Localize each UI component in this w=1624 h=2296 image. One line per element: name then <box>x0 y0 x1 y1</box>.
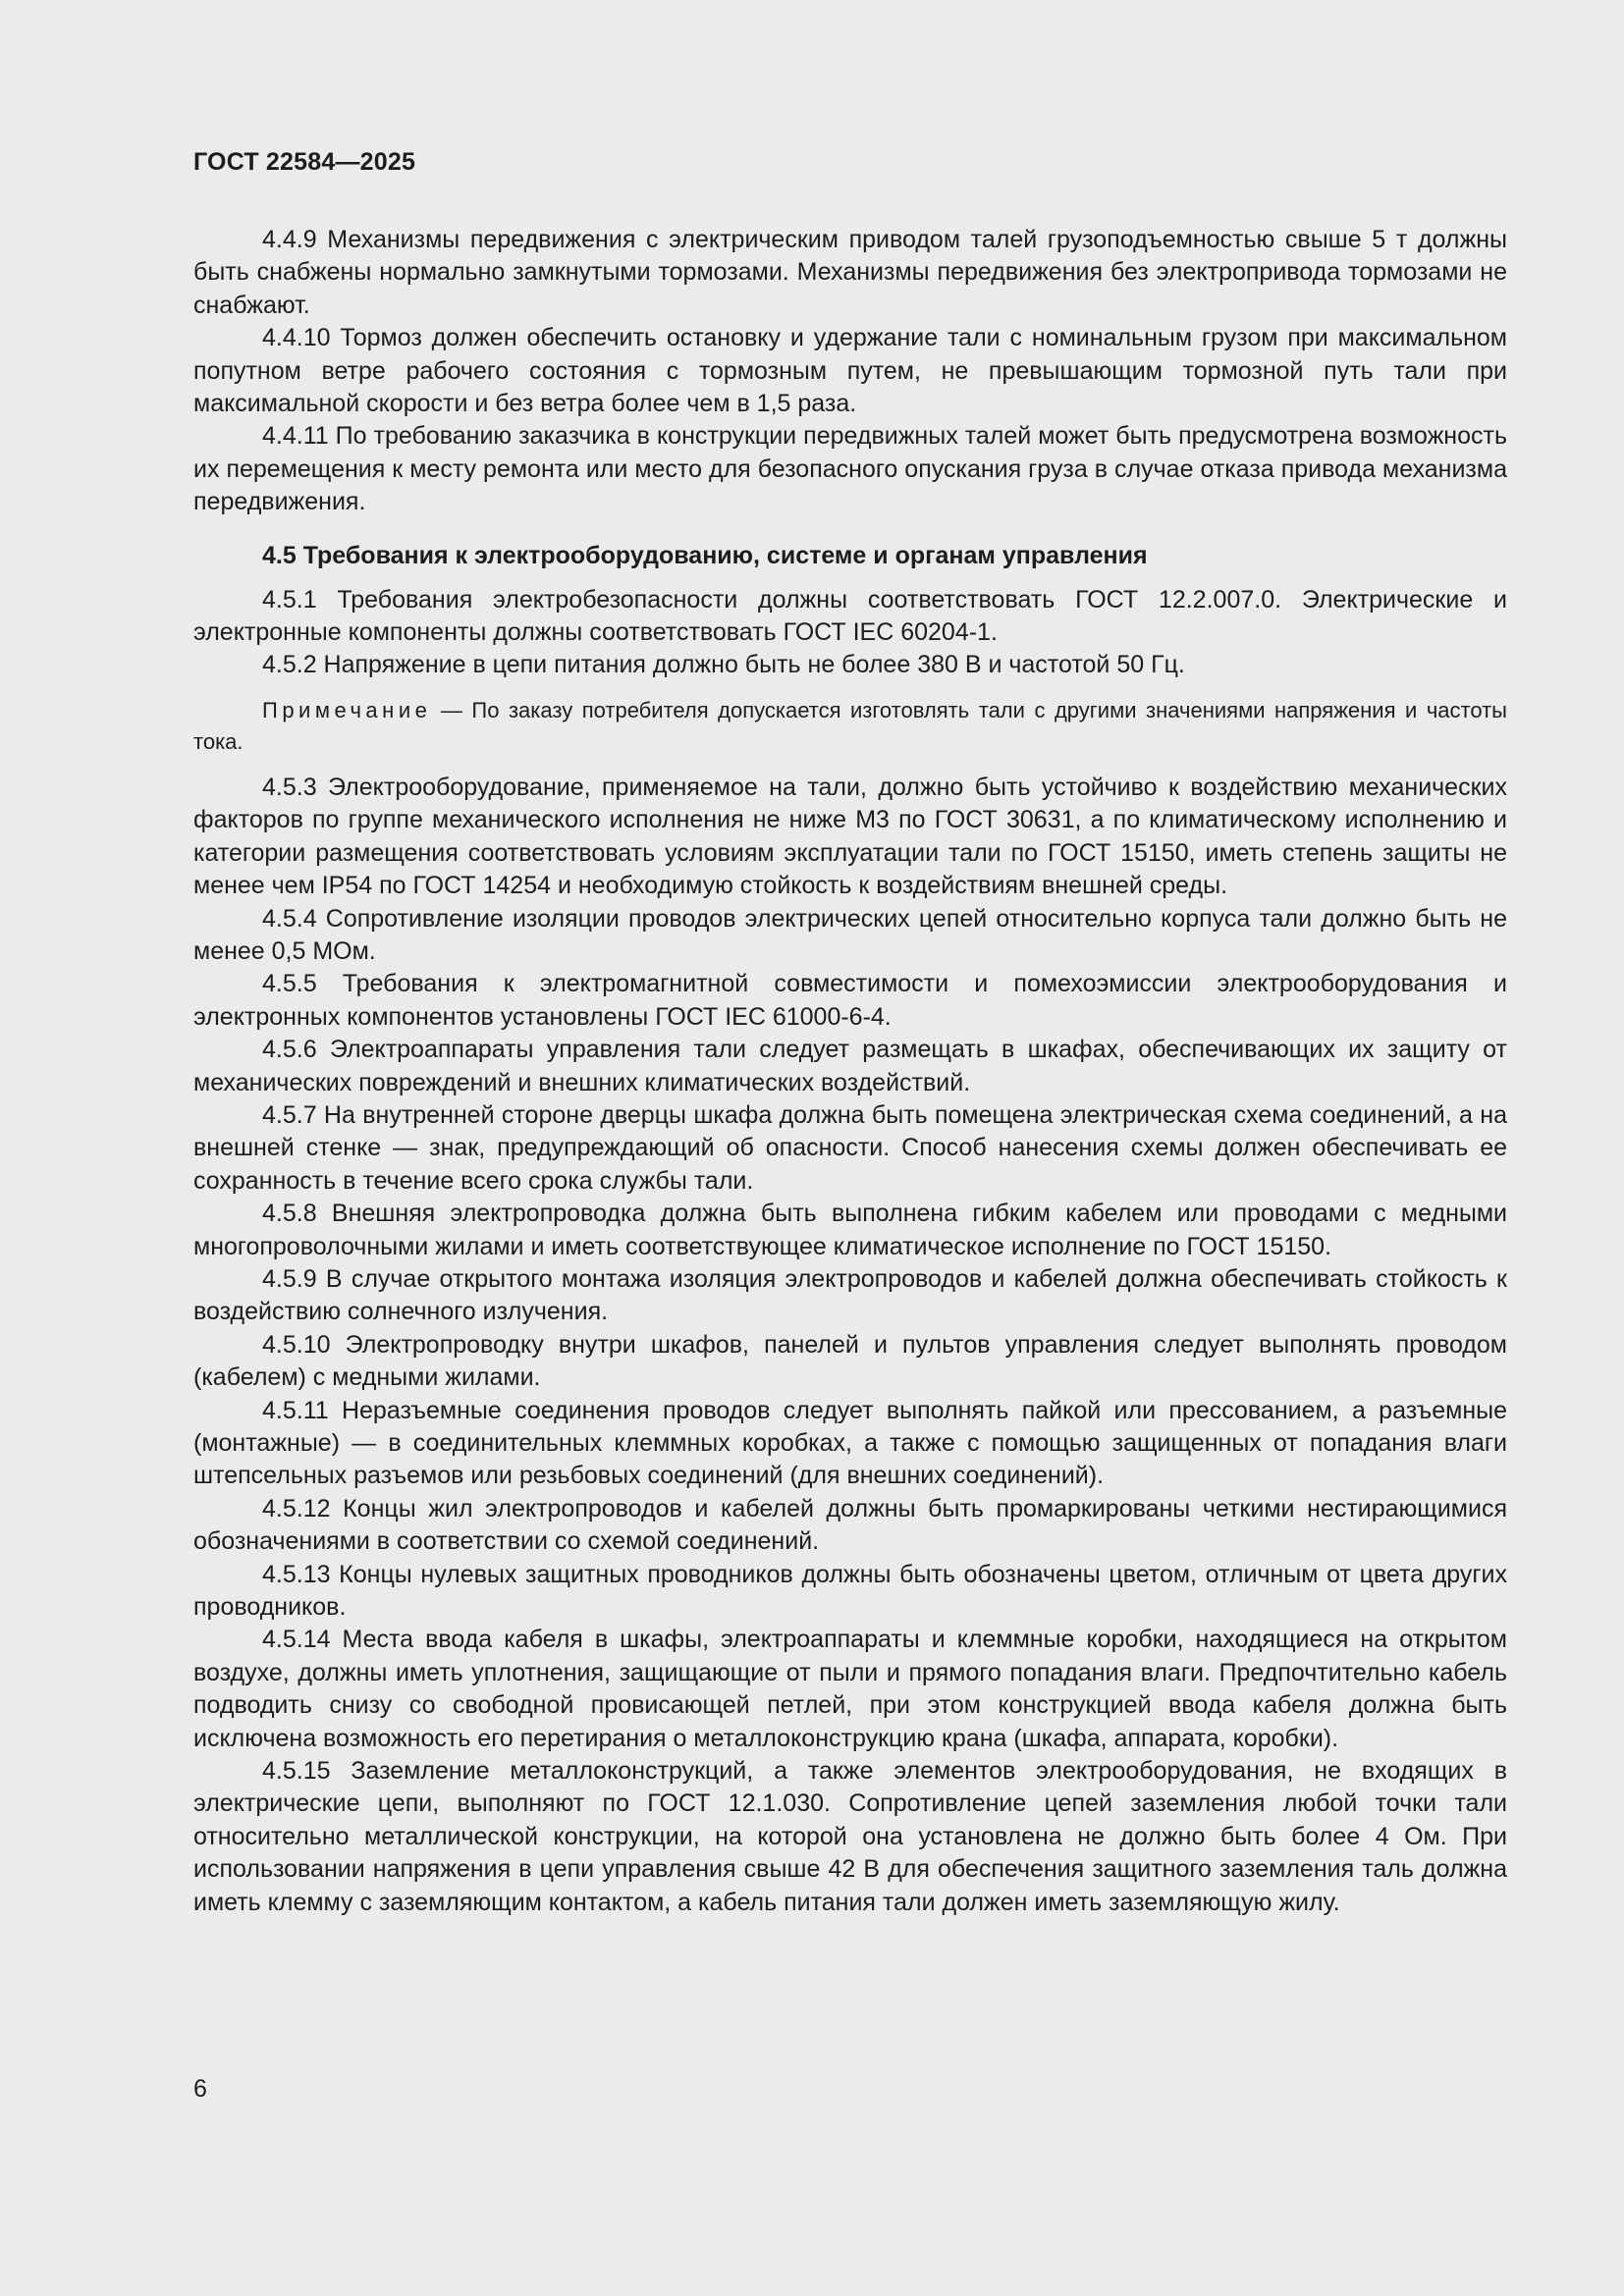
paragraph-4-5-2: 4.5.2 Напряжение в цепи питания должно быть не более 380 В и частотой 50 Гц. <box>262 651 1185 679</box>
paragraph-4-5-4: 4.5.4 Сопротивление изоляции проводов электрических цепей относительно корпуса тали должно быть не менее 0,5 МОм. <box>193 904 1507 965</box>
paragraph-4-5-14: 4.5.14 Места ввода кабеля в шкафы, электроаппараты и клеммные коробки, находящиеся на открытом воздухе, должны иметь уплотнения, защищающие от пыли и прямого попадания влаги. Предпочтительно кабель подводить снизу со свободной провисающей петлей, при этом конструкцией ввода кабеля должна быть исключена возможность его перетирания о металлоконструкцию крана (шкафа, аппарата, коробки). <box>193 1626 1507 1752</box>
section-4-4 <box>193 224 1507 519</box>
paragraph-4-5-9: 4.5.9 В случае открытого монтажа изоляция электропроводов и кабелей должна обеспечивать стойкость к воздействию солнечного излучения. <box>193 1264 1507 1326</box>
paragraph-4-4-11: 4.4.11 По требованию заказчика в конструкции передвижных талей может быть предусмотрена возможность их перемещения к месту ремонта или место для безопасного опускания груза в случае отказа привода механизма передвижения. <box>193 422 1507 516</box>
document-body <box>193 224 1507 1919</box>
paragraph-4-5-3: 4.5.3 Электрооборудование, применяемое на тали, должно быть устойчиво к воздействию механических факторов по группе механического исполнения не ниже М3 по ГОСТ 30631, а по климатическому исполнению и категории размещения соответствовать условиям эксплуатации тали по ГОСТ 15150, иметь степень защиты не менее чем IP54 по ГОСТ 14254 и необходимую стойкость к воздействиям внешней среды. <box>193 773 1507 900</box>
paragraph-4-5-5: 4.5.5 Требования к электромагнитной совместимости и помехоэмиссии электрооборудования и электронных компонентов установлены ГОСТ IEC 61000-6-4. <box>193 970 1507 1031</box>
paragraph-4-4-9: 4.4.9 Механизмы передвижения с электрическим приводом талей грузоподъемностью свыше 5 т должны быть снабжены нормально замкнутыми тормозами. Механизмы передвижения без электропривода тормозами не снабжают. <box>193 226 1507 319</box>
document-header: ГОСТ 22584—2025 <box>193 148 416 176</box>
note <box>193 695 1507 758</box>
paragraph-4-4-10: 4.4.10 Тормоз должен обеспечить остановку и удержание тали с номинальным грузом при максимальном попутном ветре рабочего состояния с тормозным путем, не превышающим тормозной путь тали при максимальной скорости и без ветра более чем в 1,5 раза. <box>193 324 1507 418</box>
paragraph-4-5-11: 4.5.11 Неразъемные соединения проводов следует выполнять пайкой или прессованием, а разъемные (монтажные) — в соединительных клеммных коробках, а также с помощью защищенных от попадания влаги штепсельных разъемов или резьбовых соединений (для внешних соединений). <box>193 1396 1507 1490</box>
paragraph-4-5-10: 4.5.10 Электропроводку внутри шкафов, панелей и пультов управления следует выполнять проводом (кабелем) с медными жилами. <box>193 1330 1507 1392</box>
paragraph-4-5-1: 4.5.1 Требования электробезопасности должны соответствовать ГОСТ 12.2.007.0. Электрические и электронные компоненты должны соответствовать ГОСТ IEC 60204-1. <box>193 585 1507 647</box>
note-label: Примечание <box>262 697 432 722</box>
paragraph-4-5-13: 4.5.13 Концы нулевых защитных проводников должны быть обозначены цветом, отличным от цвета других проводников. <box>193 1560 1507 1622</box>
paragraph-4-5-6: 4.5.6 Электроаппараты управления тали следует размещать в шкафах, обеспечивающих их защиту от механических повреждений и внешних климатических воздействий. <box>193 1036 1507 1096</box>
paragraph-4-5-12: 4.5.12 Концы жил электропроводов и кабелей должны быть промаркированы четкими нестирающимися обозначениями в соответствии со схемой соединений. <box>193 1494 1507 1556</box>
paragraph-4-5-7: 4.5.7 На внутренней стороне дверцы шкафа должна быть помещена электрическая схема соединений, а на внешней стенке — знак, предупреждающий об опасности. Способ нанесения схемы должен обеспечивать ее сохранность в течение всего срока службы тали. <box>193 1100 1507 1195</box>
page-number: 6 <box>193 2075 207 2103</box>
section-heading: 4.5 Требования к электрооборудованию, системе и органам управления <box>262 541 1148 569</box>
section-4-5 <box>193 540 1507 1919</box>
paragraph-4-5-15: 4.5.15 Заземление металлоконструкций, а также элементов электрооборудования, не входящих в электрические цепи, выполняют по ГОСТ 12.1.030. Сопротивление цепей заземления любой точки тали относительно металлической конструкции, на которой она установлена не должно быть более 4 Ом. При использовании напряжения в цепи управления свыше 42 В для обеспечения защитного заземления таль должна иметь клемму с заземляющим контактом, а кабель питания тали должен иметь заземляющую жилу. <box>193 1757 1507 1916</box>
paragraph-4-5-8: 4.5.8 Внешняя электропроводка должна быть выполнена гибким кабелем или проводами с медными многопроволочными жилами и иметь соответствующее климатическое исполнение по ГОСТ 15150. <box>193 1200 1507 1260</box>
note-text: — По заказу потребителя допускается изготовлять тали с другими значениями напряжения и частоты тока. <box>193 697 1507 754</box>
